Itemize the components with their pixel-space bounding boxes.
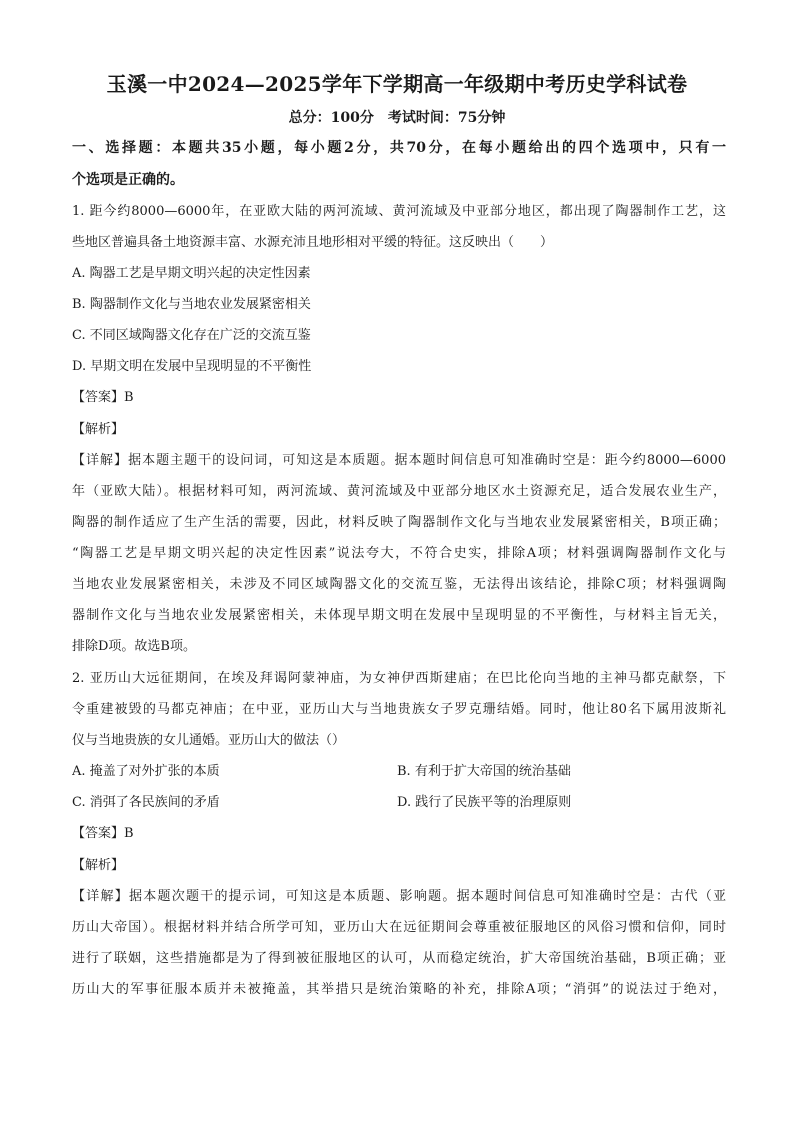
q1-option-c: C. 不同区域陶器文化存在广泛的交流互鉴 (72, 328, 311, 343)
exam-title: 玉溪一中2024—2025学年下学期高一年级期中考历史学科试卷 (106, 72, 688, 96)
q1-detail-line: 【详解】据本题主题干的设问词，可知这是本质题。据本题时间信息可知准确时空是：距今约8000—6000 (72, 453, 726, 468)
q2-option-b: B. 有利于扩大帝国的统治基础 (397, 764, 571, 779)
q1-stem-line1: 1. 距今约8000—6000年，在亚欧大陆的两河流域、黄河流域及中亚部分地区，都出现了陶器制作工艺，这 (72, 204, 726, 219)
q1-detail-line: 器制作文化与当地农业发展紧密相关，未体现早期文明在发展中呈现明显的不平衡性，与材料主旨无关， (72, 608, 726, 623)
q1-detail-line: 当地农业发展紧密相关，未涉及不同区域陶器文化的交流互鉴，无法得出该结论，排除C项；材料强调陶 (72, 577, 726, 592)
q1-option-d: D. 早期文明在发展中呈现明显的不平衡性 (72, 359, 312, 374)
q2-detail-line: 历山大帝国）。根据材料并结合所学可知，亚历山大在远征期间会尊重被征服地区的风俗习惯和信仰，同时 (72, 920, 726, 935)
q1-detail-line: 排除D项。故选B项。 (72, 639, 196, 654)
q2-option-c: C. 消弭了各民族间的矛盾 (72, 795, 220, 810)
q1-option-a: A. 陶器工艺是早期文明兴起的决定性因素 (72, 266, 311, 281)
q2-option-d: D. 践行了民族平等的治理原则 (397, 795, 572, 810)
q1-analysis-label: 【解析】 (72, 422, 125, 437)
q2-stem-line1: 2. 亚历山大远征期间，在埃及拜谒阿蒙神庙，为女神伊西斯建庙；在巴比伦向当地的主神马都克献祭，下 (72, 671, 726, 686)
q2-answer: 【答案】B (72, 826, 134, 841)
section-instruction-line1: 一、选择题：本题共35小题，每小题2分，共70分，在每小题给出的四个选项中，只有一 (72, 140, 726, 156)
q2-option-a: A. 掩盖了对外扩张的本质 (72, 764, 220, 779)
q2-stem-line2: 令重建被毁的马都克神庙；在中亚，亚历山大与当地贵族女子罗克珊结婚。同时，他让80名下属用波斯礼 (72, 702, 726, 717)
q1-detail-line: 陶器的制作适应了生产生活的需要，因此，材料反映了陶器制作文化与当地农业发展紧密相关，B项正确； (72, 515, 726, 530)
q1-stem-line2: 些地区普遍具备土地资源丰富、水源充沛且地形相对平缓的特征。这反映出（ ） (72, 235, 554, 250)
q2-analysis-label: 【解析】 (72, 858, 125, 873)
q1-option-b: B. 陶器制作文化与当地农业发展紧密相关 (72, 297, 311, 312)
q2-stem-line3: 仪与当地贵族的女儿通婚。亚历山大的做法（） (72, 733, 346, 748)
q2-detail-line: 【详解】据本题次题干的提示词，可知这是本质题、影响题。据本题时间信息可知准确时空是：古代（亚 (72, 889, 726, 904)
exam-subtitle: 总分：100分 考试时间：75分钟 (288, 110, 506, 126)
q1-detail-line: 年（亚欧大陆）。根据材料可知，两河流域、黄河流域及中亚部分地区水土资源充足，适合发展农业生产， (72, 484, 726, 499)
q2-detail-line: 进行了联姻，这些措施都是为了得到被征服地区的认可，从而稳定统治，扩大帝国统治基础，B项正确；亚 (72, 951, 726, 966)
q1-detail-line: “陶器工艺是早期文明兴起的决定性因素”说法夸大，不符合史实，排除A项；材料强调陶器制作文化与 (72, 546, 726, 561)
q1-answer: 【答案】B (72, 390, 134, 405)
q2-detail-line: 历山大的军事征服本质并未被掩盖，其举措只是统治策略的补充，排除A项；“消弭”的说法过于绝对， (72, 982, 726, 997)
section-instruction-line2: 个选项是正确的。 (72, 172, 184, 188)
